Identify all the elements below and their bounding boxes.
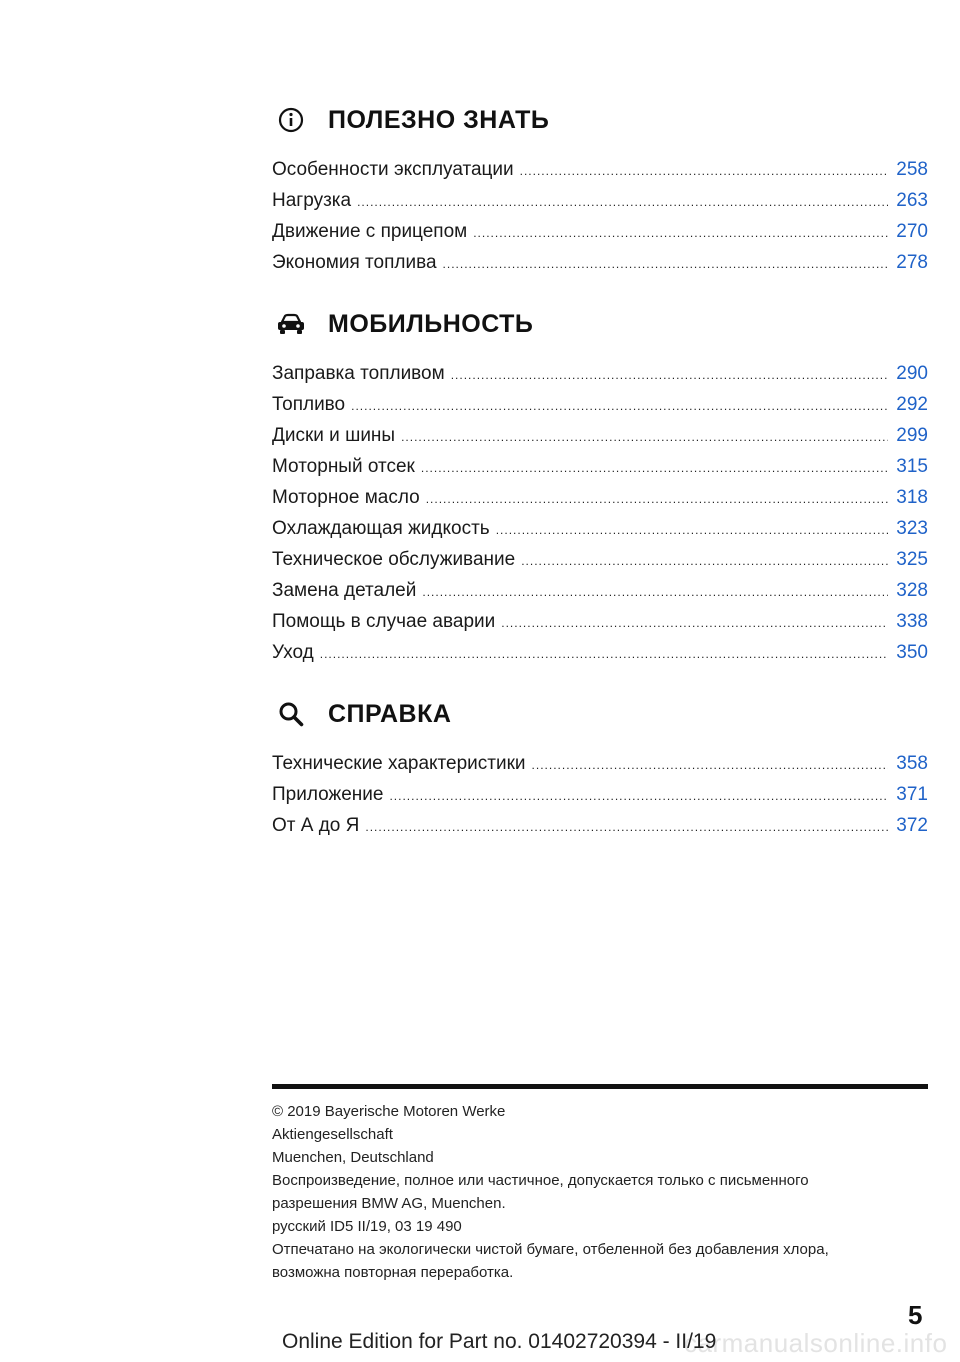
imprint-line: Отпечатано на экологически чистой бумаге, отбеленной без добавления хлора,: [272, 1241, 829, 1258]
page-link[interactable]: 350: [896, 642, 928, 663]
section-header: [276, 694, 928, 734]
section-title: ПОЛЕЗНО ЗНАТЬ: [328, 105, 550, 134]
imprint: [272, 1100, 912, 1284]
table-of-contents: [272, 100, 928, 867]
toc-entry[interactable]: Заправка топливом ..... 290: [272, 358, 928, 389]
imprint-line: © 2019 Bayerische Motoren Werke: [272, 1103, 506, 1120]
page-link[interactable]: 290: [896, 363, 928, 384]
page-link[interactable]: 338: [896, 611, 928, 632]
imprint-line: разрешения BMW AG, Muenchen.: [272, 1195, 506, 1212]
section-header: [276, 304, 928, 344]
toc-entry[interactable]: Приложение ..... 371: [272, 779, 928, 810]
toc-entry[interactable]: Технические характеристики ..... 358: [272, 748, 928, 779]
page-link[interactable]: 263: [896, 190, 928, 211]
search-icon: [276, 699, 306, 729]
section-title: СПРАВКА: [328, 699, 452, 728]
toc-entry[interactable]: От А до Я ..... 372: [272, 810, 928, 841]
toc-entry[interactable]: Техническое обслуживание ..... 325: [272, 544, 928, 575]
info-icon: [276, 105, 306, 135]
divider: [272, 1084, 928, 1089]
page-link[interactable]: 278: [896, 252, 928, 273]
imprint-line: Aktiengesellschaft: [272, 1126, 393, 1143]
page-link[interactable]: 315: [896, 456, 928, 477]
imprint-line: русский ID5 II/19, 03 19 490: [272, 1218, 462, 1235]
page-link[interactable]: 258: [896, 159, 928, 180]
toc-entry[interactable]: Охлаждающая жидкость ..... 323: [272, 513, 928, 544]
page-link[interactable]: 318: [896, 487, 928, 508]
section-title: МОБИЛЬНОСТЬ: [328, 309, 534, 338]
toc-entry[interactable]: Особенности эксплуатации ..... 258: [272, 154, 928, 185]
page-link[interactable]: 323: [896, 518, 928, 539]
section-useful-to-know: [272, 100, 928, 278]
toc-entry[interactable]: Замена деталей ..... 328: [272, 575, 928, 606]
toc-entry[interactable]: Моторное масло ..... 318: [272, 482, 928, 513]
page-link[interactable]: 299: [896, 425, 928, 446]
page-link[interactable]: 325: [896, 549, 928, 570]
page-link[interactable]: 270: [896, 221, 928, 242]
toc-entry[interactable]: Нагрузка ..... 263: [272, 185, 928, 216]
page-link[interactable]: 328: [896, 580, 928, 601]
watermark: carmanualsonline.info: [684, 1328, 948, 1358]
imprint-line: Muenchen, Deutschland: [272, 1149, 434, 1166]
footer-edition: Online Edition for Part no. 01402720394 - II/19: [282, 1330, 717, 1353]
section-reference: [272, 694, 928, 841]
car-icon: [276, 309, 306, 339]
page-link[interactable]: 372: [896, 815, 928, 836]
toc-entry[interactable]: Уход ..... 350: [272, 637, 928, 668]
page-number: 5: [908, 1300, 923, 1330]
toc-entry[interactable]: Помощь в случае аварии ..... 338: [272, 606, 928, 637]
page-link[interactable]: 358: [896, 753, 928, 774]
toc-entry[interactable]: Моторный отсек ..... 315: [272, 451, 928, 482]
section-mobility: [272, 304, 928, 668]
toc-entry[interactable]: Движение с прицепом ..... 270: [272, 216, 928, 247]
toc-entry[interactable]: Диски и шины ..... 299: [272, 420, 928, 451]
imprint-line: возможна повторная переработка.: [272, 1264, 514, 1281]
page-link[interactable]: 371: [896, 784, 928, 805]
section-header: [276, 100, 928, 140]
page-link[interactable]: 292: [896, 394, 928, 415]
toc-entry[interactable]: Топливо ..... 292: [272, 389, 928, 420]
imprint-line: Воспроизведение, полное или частичное, допускается только с письменного: [272, 1172, 809, 1189]
toc-entry[interactable]: Экономия топлива ..... 278: [272, 247, 928, 278]
